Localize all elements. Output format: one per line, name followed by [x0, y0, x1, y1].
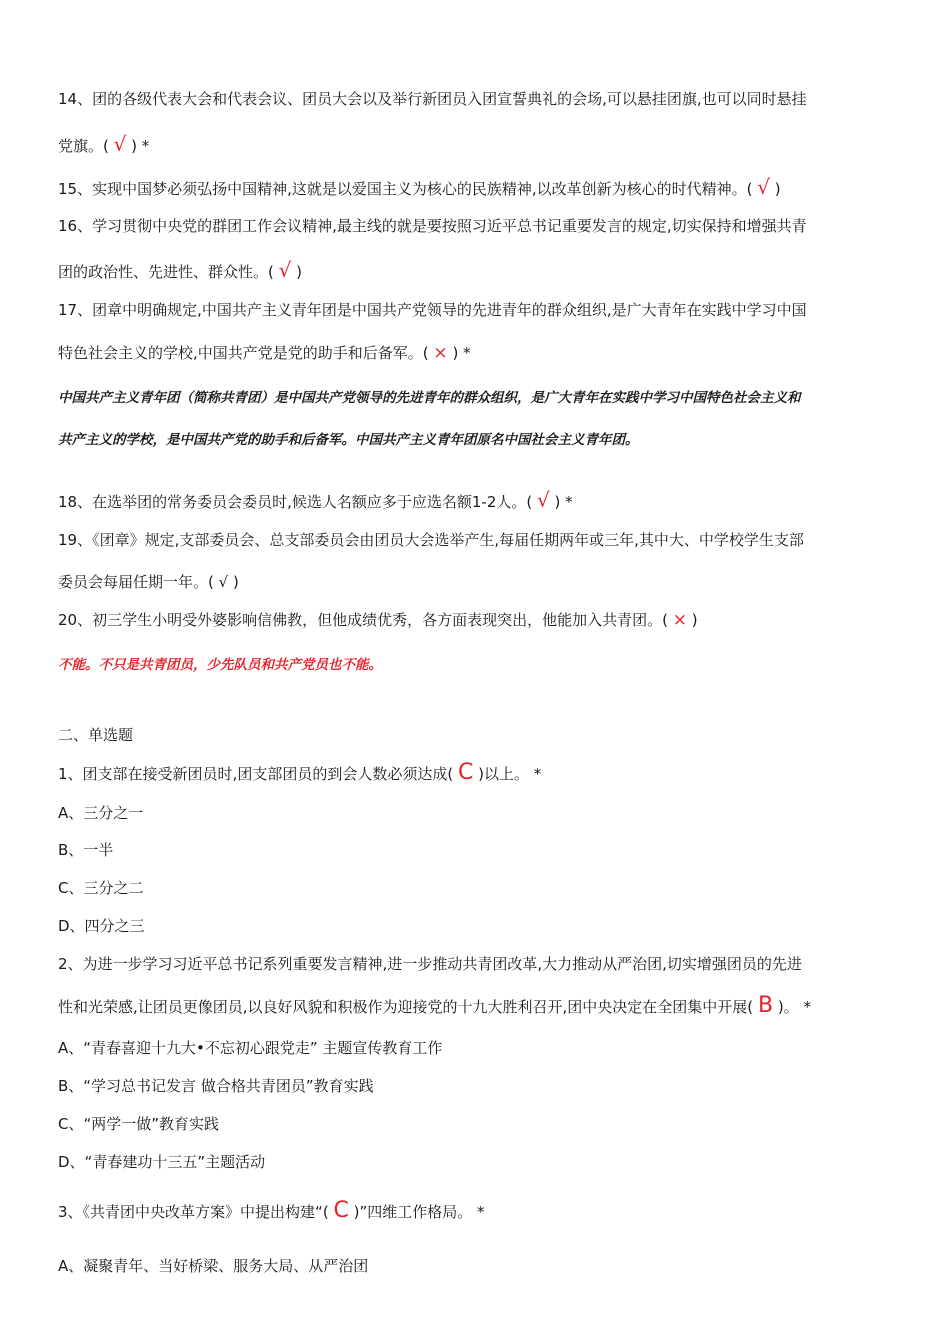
sc-q1-suffix: )以上。 *	[478, 765, 542, 783]
q16-suffix: )	[296, 263, 303, 281]
q18-text: 18、在选举团的常务委员会委员时,候选人名额应多于应选名额1-2人。(	[58, 493, 533, 511]
q14-suffix: ) *	[131, 137, 150, 155]
sc-q2-option-a: A、“青春喜迎十九大•不忘初心跟党走” 主题宣传教育工作	[58, 1039, 443, 1057]
q20-note: 不能。不只是共青团员，少先队员和共产党员也不能。	[58, 657, 382, 673]
q15-answer: √	[757, 175, 771, 199]
q15-suffix: )	[774, 180, 781, 198]
sc-q1-option-d: D、四分之三	[58, 917, 145, 935]
q20-suffix: )	[691, 611, 698, 629]
sc-q1-option-b: B、一半	[58, 841, 114, 859]
q17-text: 特色社会主义的学校,中国共产党是党的助手和后备军。(	[58, 344, 429, 362]
q16-line2	[58, 258, 302, 282]
sc-q2-option-c: C、“两学一做”教育实践	[58, 1115, 220, 1133]
sc-q2-suffix: )。 *	[777, 998, 811, 1016]
sc-q1-option-c: C、三分之二	[58, 879, 144, 897]
q15-line	[58, 175, 781, 199]
sc-q3-option-a: A、凝聚青年、当好桥梁、服务大局、从严治团	[58, 1257, 369, 1275]
q16-line1: 16、学习贯彻中央党的群团工作会议精神,最主线的就是要按照习近平总书记重要发言的规定,切实保持和增强共青	[58, 217, 807, 235]
q14-line2	[58, 132, 149, 156]
q20-text: 20、初三学生小明受外婆影响信佛教，但他成绩优秀，各方面表现突出，他能加入共青团。(	[58, 611, 668, 629]
q14-line1: 14、团的各级代表大会和代表会议、团员大会以及举行新团员入团宣誓典礼的会场,可以悬挂团旗,也可以同时悬挂	[58, 90, 807, 108]
sc-q1-answer: C	[457, 760, 474, 785]
sc-q2-answer: B	[757, 993, 774, 1018]
q17-answer: ×	[433, 343, 448, 363]
q19-line1: 19、《团章》规定,支部委员会、总支部委员会由团员大会选举产生,每届任期两年或三年,其中大、中学校学生支部	[58, 531, 804, 549]
q16-answer: √	[278, 258, 292, 282]
q16-text: 团的政治性、先进性、群众性。(	[58, 263, 274, 281]
q14-text: 党旗。(	[58, 137, 109, 155]
q18-answer: √	[537, 488, 550, 512]
q17-suffix: ) *	[452, 344, 471, 362]
q15-text: 15、实现中国梦必须弘扬中国精神,这就是以爱国主义为核心的民族精神,以改革创新为核心的时代精神。(	[58, 180, 753, 198]
sc-q1-text: 1、团支部在接受新团员时,团支部团员的到会人数必须达成(	[58, 765, 454, 783]
sc-q3-answer: C	[333, 1198, 349, 1223]
q17-note-line1: 中国共产主义青年团（简称共青团）是中国共产党领导的先进青年的群众组织，是广大青年在实践中学习中国特色社会主义和	[58, 390, 801, 406]
sc-q1-line	[58, 760, 541, 785]
section-heading-single-choice: 二、单选题	[58, 726, 134, 744]
sc-q2-line1: 2、为进一步学习习近平总书记系列重要发言精神,进一步推动共青团改革,大力推动从严治团,切实增强团员的先进	[58, 955, 802, 973]
q17-line1: 17、团章中明确规定,中国共产主义青年团是中国共产党领导的先进青年的群众组织,是广大青年在实践中学习中国	[58, 301, 807, 319]
q17-line2	[58, 342, 471, 363]
q20-line	[58, 609, 698, 630]
q20-answer: ×	[672, 610, 687, 630]
q17-note-line2: 共产主义的学校，是中国共产党的助手和后备军。中国共产主义青年团原名中国社会主义青年团。	[58, 432, 639, 448]
sc-q3-suffix: )”四维工作格局。 *	[353, 1203, 485, 1221]
q18-suffix: ) *	[554, 493, 573, 511]
q18-line	[58, 488, 573, 512]
sc-q3-text: 3、《共青团中央改革方案》中提出构建“(	[58, 1203, 329, 1221]
sc-q3-line	[58, 1198, 485, 1223]
q19-line2: 委员会每届任期一年。( √ )	[58, 573, 239, 591]
sc-q2-option-b: B、“学习总书记发言 做合格共青团员”教育实践	[58, 1077, 374, 1095]
sc-q1-option-a: A、三分之一	[58, 804, 144, 822]
sc-q2-line2	[58, 993, 811, 1018]
sc-q2-text: 性和光荣感,让团员更像团员,以良好风貌和积极作为迎接党的十九大胜利召开,团中央决定在全团集中开展(	[58, 998, 754, 1016]
sc-q2-option-d: D、“青春建功十三五”主题活动	[58, 1153, 266, 1171]
q14-answer: √	[113, 132, 127, 156]
